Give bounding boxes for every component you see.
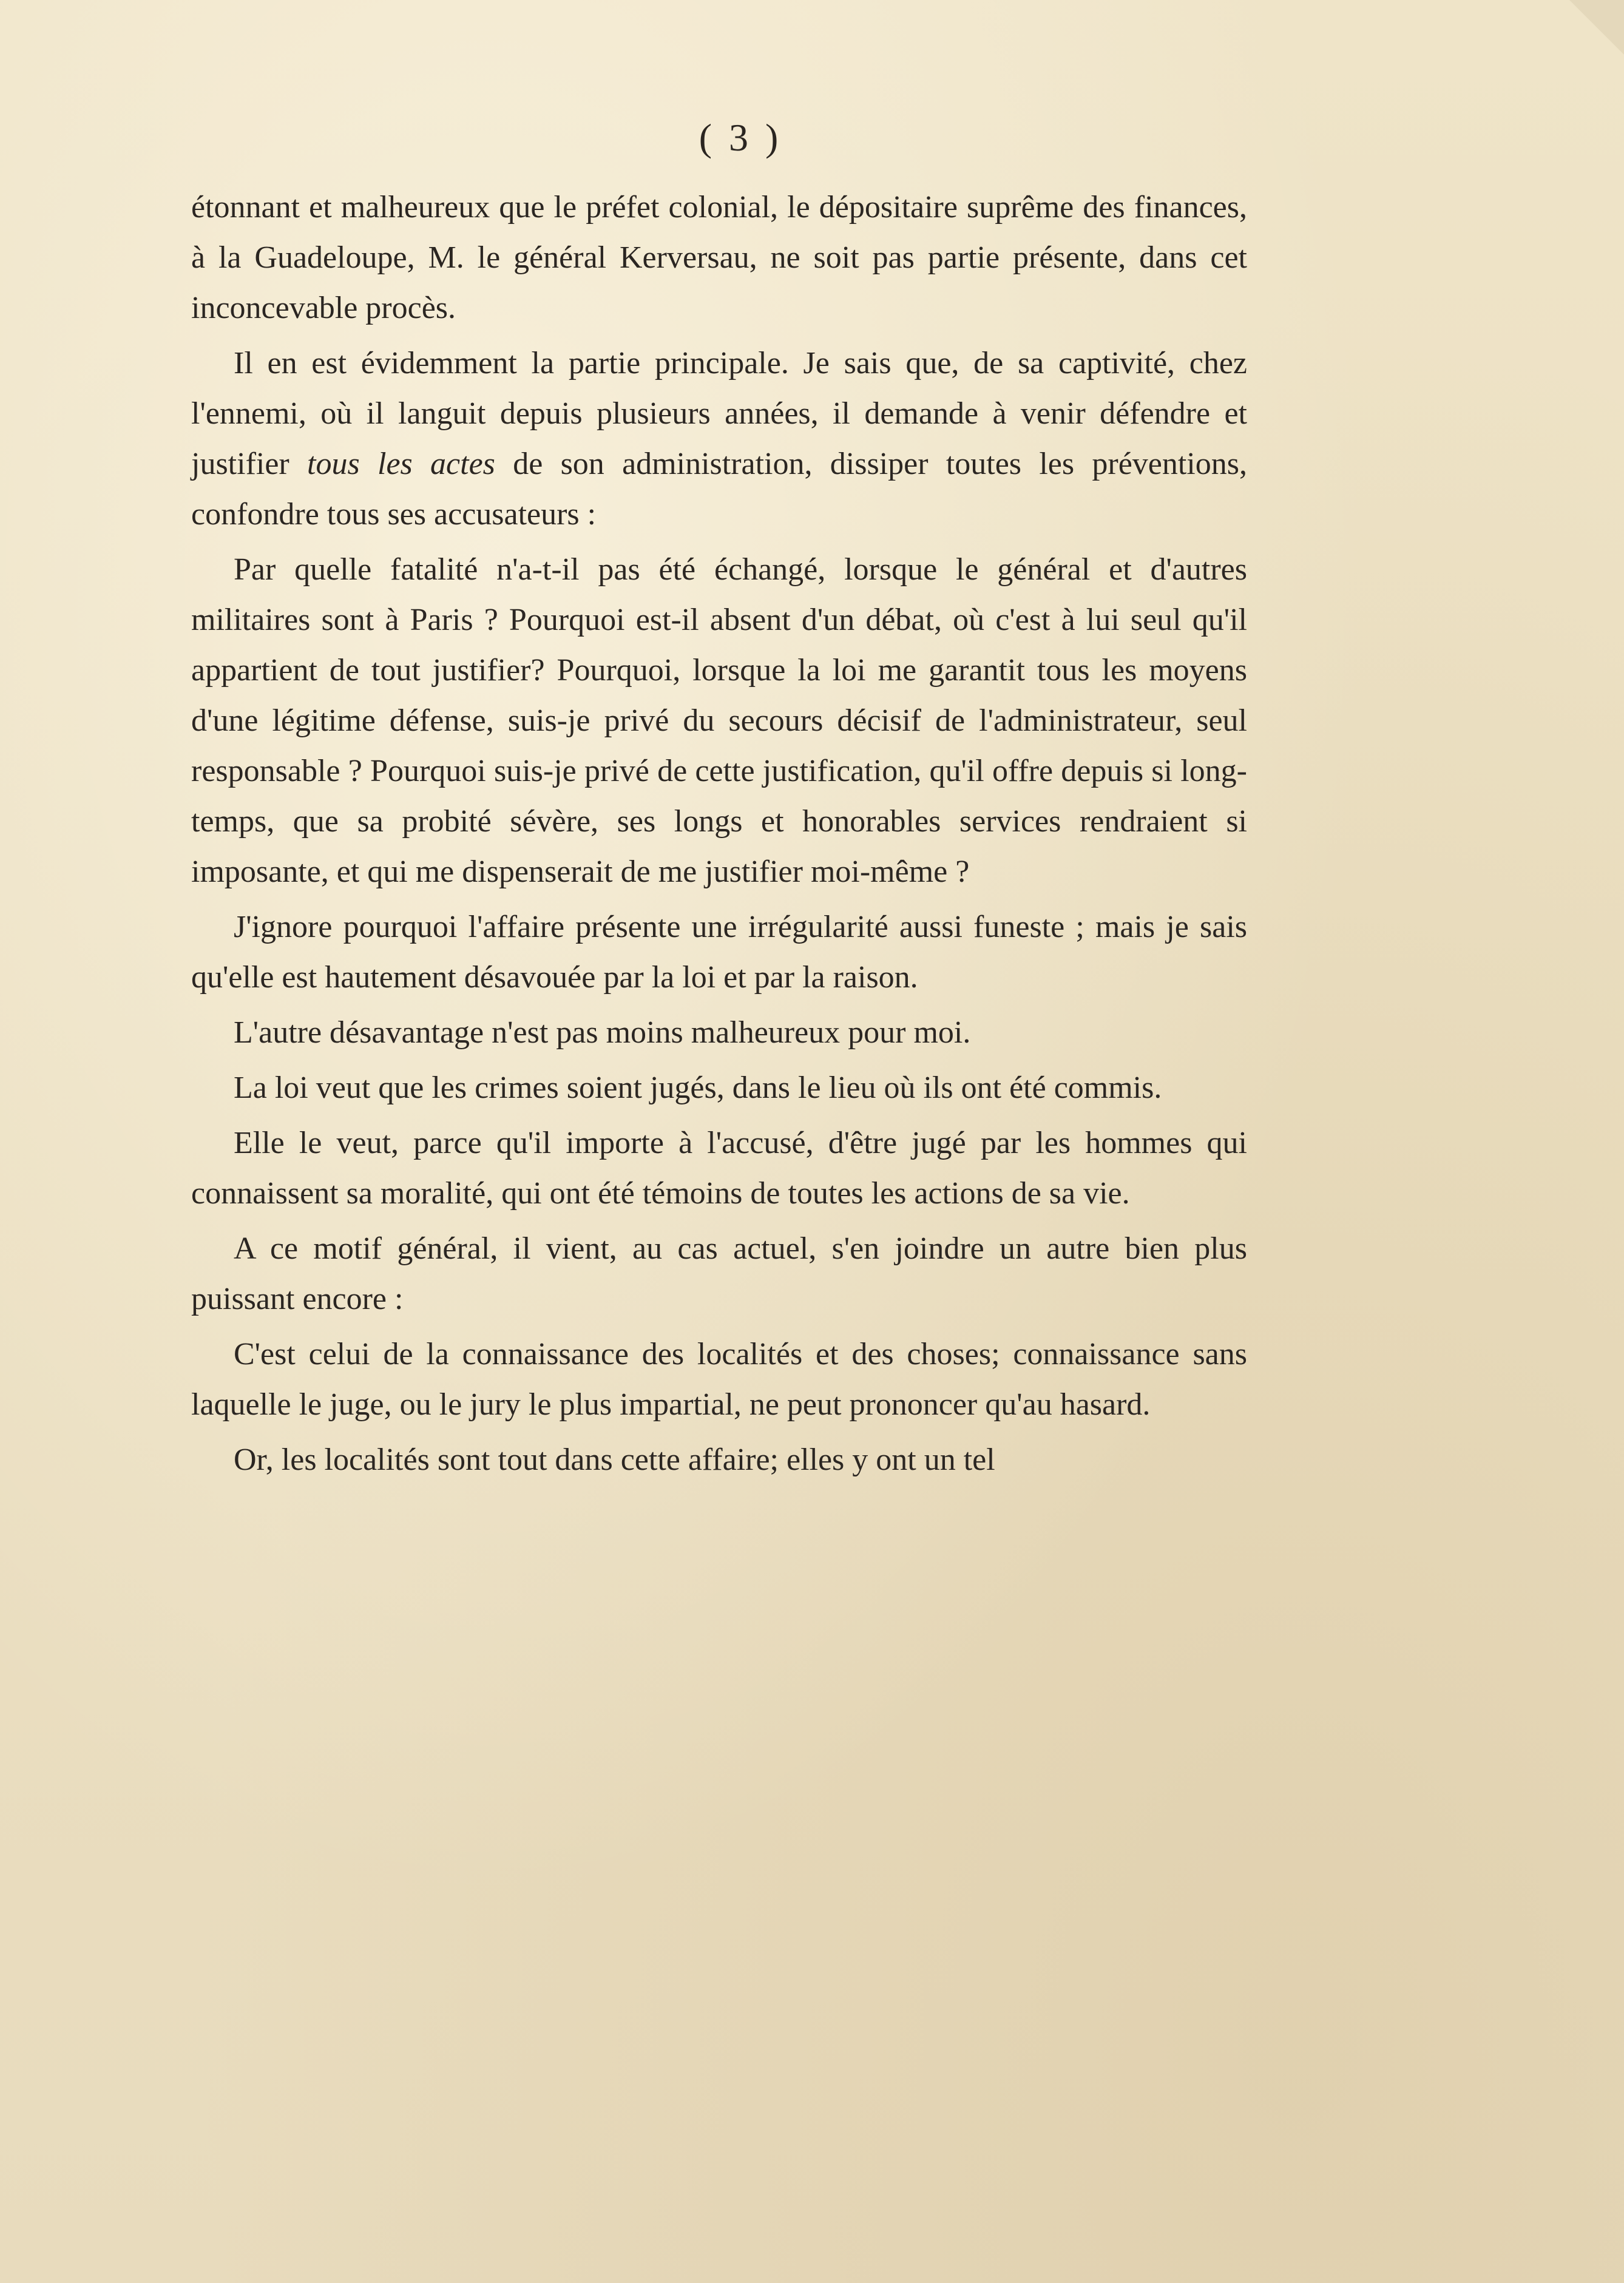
paragraph-8: A ce motif général, il vient, au cas actuel, s'en joindre un autre bien plus puissant encore :	[191, 1231, 1247, 1316]
paragraph-7: Elle le veut, parce qu'il importe à l'accusé, d'être jugé par les hommes qui connaissent sa moralité, qui ont été témoins de toutes les actions de sa vie.	[191, 1126, 1247, 1211]
paragraph-2-text-before: Il en est évidemment la partie principale. Je sais que, de sa captivité, chez l'ennemi, où il languit depuis plusieurs années, il demande à venir défendre et justifier	[191, 346, 1247, 481]
paragraph-5: L'autre désavantage n'est pas moins malheureux pour moi.	[234, 1015, 971, 1050]
paragraph-1: étonnant et malheureux que le préfet colonial, le dépositaire suprême des finances, à la Guadeloupe, M. le général Kerversau, ne soit pas partie présente, dans cet inconcevable procès.	[191, 190, 1247, 325]
paragraph-9: C'est celui de la connaissance des localités et des choses; connaissance sans laquelle le juge, ou le jury le plus impartial, ne peut prononcer qu'au hasard.	[191, 1337, 1247, 1422]
paragraph-2-italic: tous les actes	[307, 447, 495, 481]
paragraph-3: Par quelle fatalité n'a-t-il pas été échangé, lorsque le général et d'autres militaires sont à Paris ? Pourquoi est-il absent d'un débat, où c'est à lui seul qu'il appartient de tout justifier? Pourquoi, lorsque la loi me garantit tous les moyens d'une légitime défense, suis-je privé du secours décisif de l'administrateur, seul responsable ? Pourquoi suis-je privé de cette justification, qu'il offre depuis si long-temps, que sa probité sévère, ses longs et honorables services rendraient si imposante, et qui me dispenserait de me justifier moi-même ?	[191, 552, 1247, 889]
paragraph-6: La loi veut que les crimes soient jugés, dans le lieu où ils ont été commis.	[234, 1070, 1162, 1105]
page-corner	[1569, 0, 1624, 55]
paragraph-4: J'ignore pourquoi l'affaire présente une irrégularité aussi funeste ; mais je sais qu'elle est hautement désavouée par la loi et par la raison.	[191, 910, 1247, 995]
paragraph-2	[191, 338, 1247, 539]
paragraph-2-text-after: de son administration, dissiper toutes les préventions, confondre tous ses accusateurs :	[191, 447, 1247, 532]
paragraph-10: Or, les localités sont tout dans cette affaire; elles y ont un tel	[234, 1443, 995, 1477]
page-number: ( 3 )	[699, 116, 782, 159]
body-text	[191, 182, 1247, 1490]
